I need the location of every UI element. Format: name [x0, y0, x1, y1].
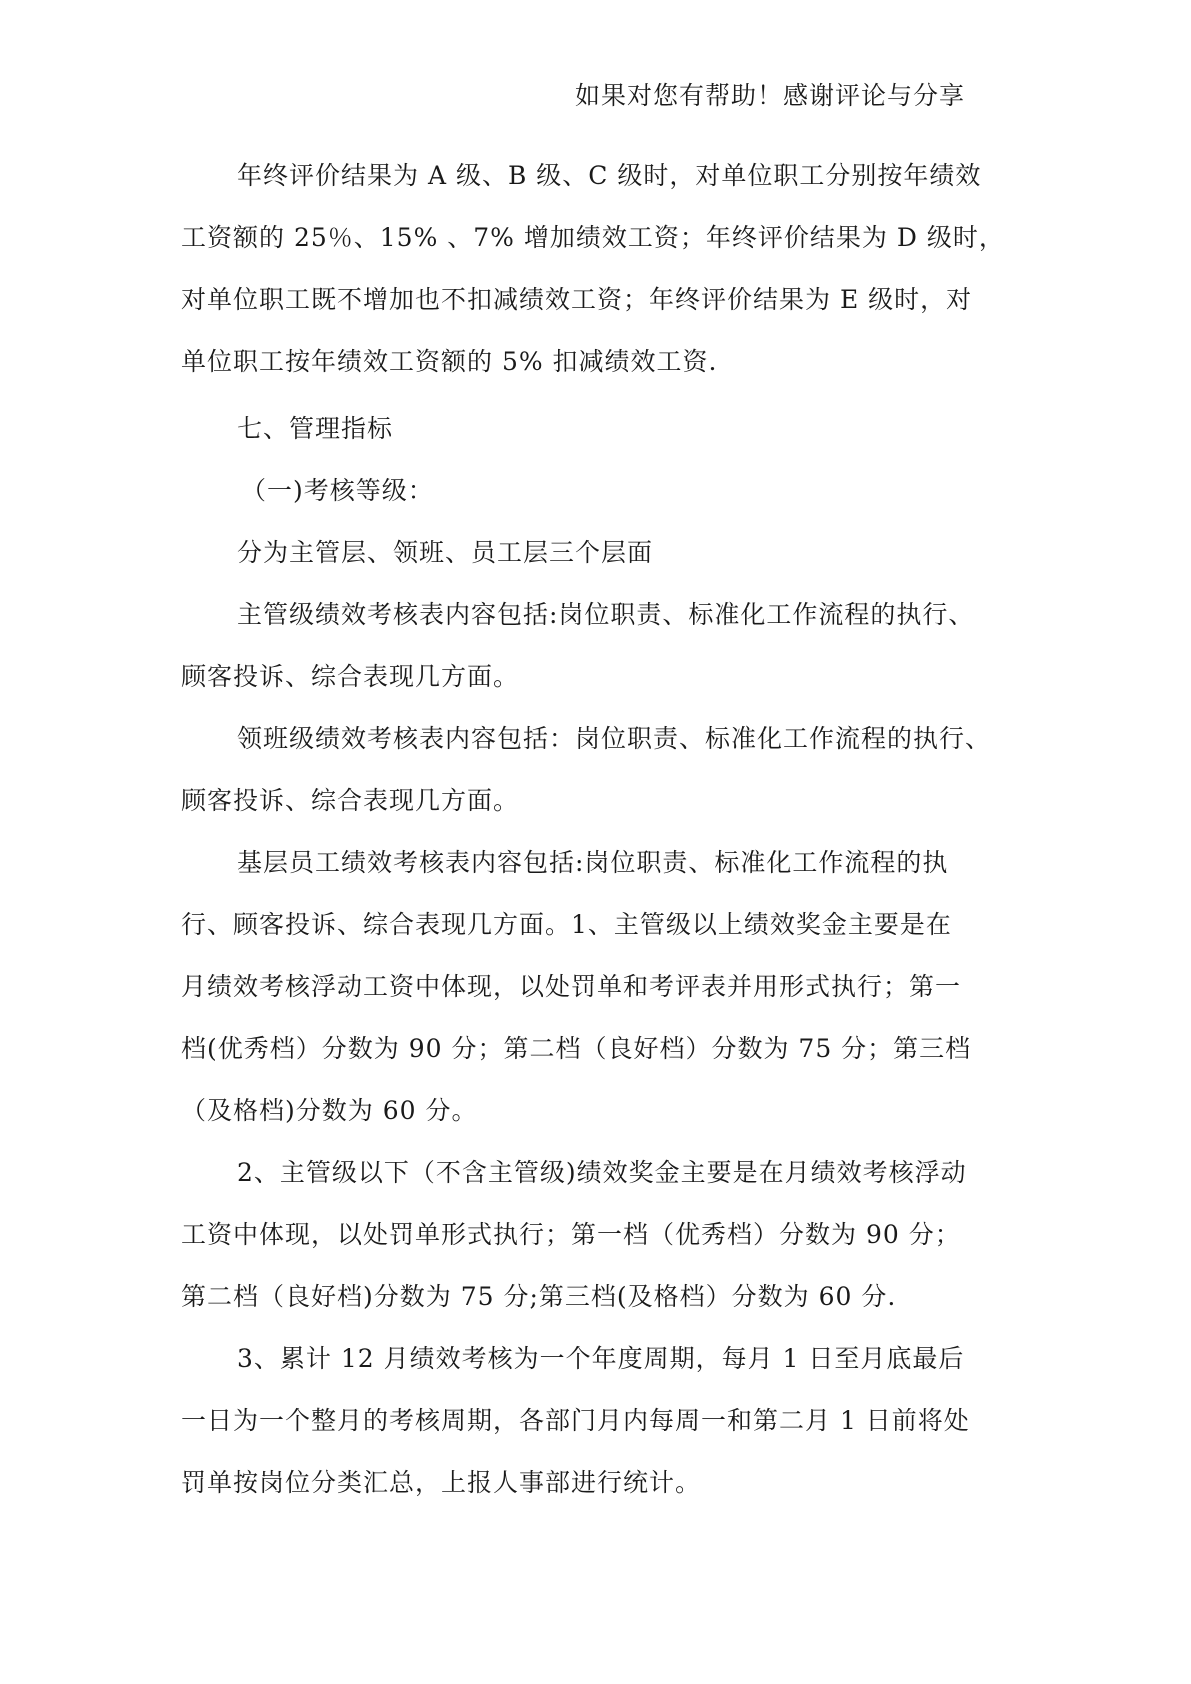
- text-line: 单位职工按年绩效工资额的 5% 扣减绩效工资.: [181, 347, 718, 376]
- text-line: 分为主管层、领班、员工层三个层面: [237, 538, 654, 567]
- text-line: （及格档)分数为 60 分。: [181, 1096, 478, 1125]
- text-line: 行、顾客投诉、综合表现几方面。1、主管级以上绩效奖金主要是在: [181, 910, 952, 939]
- text-line: 基层员工绩效考核表内容包括:岗位职责、标准化工作流程的执: [237, 848, 949, 877]
- text-line: 顾客投诉、综合表现几方面。: [181, 786, 520, 815]
- header-note: 如果对您有帮助！感谢评论与分享: [575, 81, 966, 110]
- text-line: 月绩效考核浮动工资中体现，以处罚单和考评表并用形式执行；第一: [181, 972, 962, 1001]
- text-line: 主管级绩效考核表内容包括:岗位职责、标准化工作流程的执行、: [237, 600, 975, 629]
- paragraph-below-supervisor: [181, 1142, 1021, 1328]
- paragraph-annual-cycle: [181, 1328, 1021, 1514]
- text-line: 顾客投诉、综合表现几方面。: [181, 662, 520, 691]
- text-line: 年终评价结果为 A 级、B 级、C 级时，对单位职工分别按年绩效: [237, 161, 982, 190]
- text-line: 档(优秀档）分数为 90 分；第二档（良好档）分数为 75 分；第三档: [181, 1034, 972, 1063]
- document-body: [181, 145, 1021, 1514]
- paragraph-supervisor-form: [181, 584, 1021, 708]
- text-line: （一)考核等级：: [241, 476, 434, 505]
- paragraph-staff-form: [181, 832, 1021, 1142]
- text-line: 工资额的 25％、15% 、7% 增加绩效工资；年终评价结果为 D 级时，: [181, 223, 1005, 252]
- section-heading-management-indicators: [181, 398, 1021, 460]
- paragraph-three-levels: [181, 522, 1021, 584]
- text-line: 一日为一个整月的考核周期，各部门月内每周一和第二月 1 日前将处: [181, 1406, 970, 1435]
- paragraph-annual-evaluation: [181, 145, 1021, 393]
- text-line: 工资中体现，以处罚单形式执行；第一档（优秀档）分数为 90 分；: [181, 1220, 961, 1249]
- subsection-heading-assessment-levels: [181, 460, 1021, 522]
- text-line: 第二档（良好档)分数为 75 分;第三档(及格档）分数为 60 分.: [181, 1282, 897, 1311]
- text-line: 罚单按岗位分类汇总，上报人事部进行统计。: [181, 1468, 702, 1497]
- text-line: 领班级绩效考核表内容包括：岗位职责、标准化工作流程的执行、: [237, 724, 992, 753]
- text-line: 对单位职工既不增加也不扣减绩效工资；年终评价结果为 E 级时，对: [181, 285, 973, 314]
- text-line: 七、管理指标: [237, 414, 394, 443]
- text-line: 3、累计 12 月绩效考核为一个年度周期，每月 1 日至月底最后: [237, 1344, 965, 1373]
- text-line: 2、主管级以下（不含主管级)绩效奖金主要是在月绩效考核浮动: [237, 1158, 967, 1187]
- paragraph-foreman-form: [181, 708, 1021, 832]
